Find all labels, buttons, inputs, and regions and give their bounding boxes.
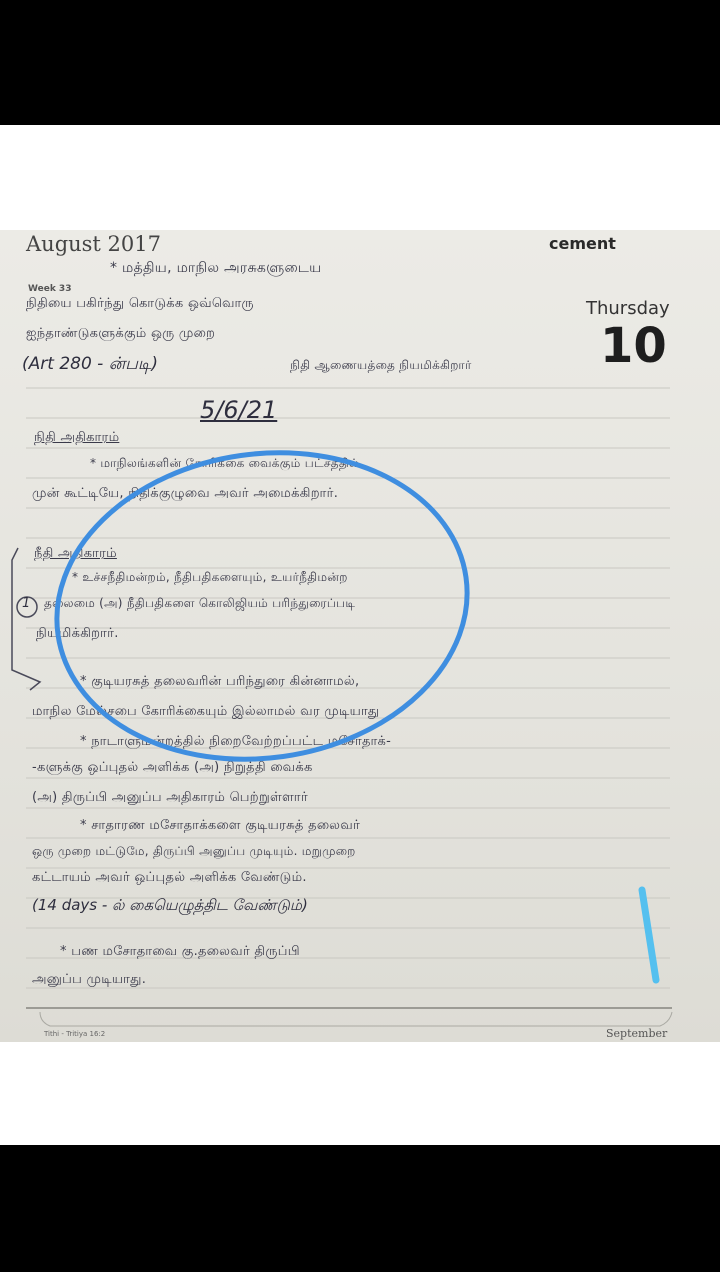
note-line-2: நிதியை பகிர்ந்து கொடுக்க ஒவ்வொரு — [26, 296, 254, 311]
note-line-1: * மத்திய, மாநில அரசுகளுடைய — [110, 260, 322, 276]
heading-judicial-power: நீதி அதிகாரம் — [34, 546, 117, 561]
article-ref: (Art 280 - ன்படி) — [22, 354, 159, 374]
note-line-10: * குடியரசுத் தலைவரின் பரிந்துரை கின்னாமல், — [80, 674, 360, 689]
note-line-16: ஒரு முறை மட்டுமே, திருப்பி அனுப்ப முடியும். மறுமுறை — [32, 844, 356, 858]
note-line-5: * மாநிலங்களின் கோரிக்கை வைக்கும் பட்சத்தில் — [90, 456, 360, 470]
note-line-13: -களுக்கு ஒப்புதல் அளிக்க (அ) நிறுத்தி வைக்க — [32, 760, 313, 775]
note-line-3: ஐந்தாண்டுகளுக்கும் ஒரு முறை — [26, 326, 216, 341]
photo-frame — [0, 125, 720, 1145]
note-line-4: நிதி ஆணையத்தை நியமிக்கிறார் — [290, 358, 472, 372]
note-line-8: தலைமை (அ) நீதிபதிகளை கொலிஜியம் பரிந்துரைப்படி — [44, 596, 356, 610]
note-line-18: (14 days - ல் கையெழுத்திட வேண்டும்) — [32, 896, 308, 914]
blue-circle-annotation — [37, 427, 487, 785]
diary-page — [0, 230, 720, 1042]
point-marker: 1 — [22, 596, 31, 611]
annotation-layer — [0, 230, 720, 1042]
blue-highlight-stroke — [642, 890, 656, 980]
written-date: 5/6/21 — [200, 396, 278, 424]
month-year: August 2017 — [26, 232, 161, 256]
note-line-20: அனுப்ப முடியாது. — [32, 972, 147, 987]
date-number: 10 — [600, 318, 667, 374]
note-line-19: * பண மசோதாவை கு.தலைவர் திருப்பி — [60, 944, 300, 959]
brand-label: cement — [549, 234, 616, 253]
note-line-6: முன் கூட்டியே, நிதிக்குழுவை அவர் அமைக்கிறார். — [32, 486, 339, 501]
note-line-17: கட்டாயம் அவர் ஒப்புதல் அளிக்க வேண்டும். — [32, 870, 307, 885]
note-line-14: (அ) திருப்பி அனுப்ப அதிகாரம் பெற்றுள்ளார் — [32, 790, 308, 805]
note-line-15: * சாதாரண மசோதாக்களை குடியரசுத் தலைவர் — [80, 818, 361, 833]
note-line-11: மாநில மேல்சபை கோரிக்கையும் இல்லாமல் வர முடியாது — [32, 704, 380, 719]
bottom-black-bar — [0, 1145, 720, 1272]
weekday-label: Thursday — [586, 298, 670, 319]
note-line-9: நியமிக்கிறார். — [36, 626, 119, 641]
next-month-label: September — [606, 1027, 668, 1040]
note-line-7: * உச்சநீதிமன்றம், நீதிபதிகளையும், உயர்நீதிமன்ற — [72, 570, 348, 584]
footer-tithi: Tithi - Tritiya 16:2 — [44, 1030, 106, 1038]
note-line-12: * நாடாளுமன்றத்தில் நிறைவேற்றப்பட்ட மசோதாக்- — [80, 734, 392, 749]
heading-finance-power: நிதி அதிகாரம் — [34, 430, 120, 445]
week-label: Week 33 — [28, 284, 72, 294]
top-black-bar — [0, 0, 720, 125]
